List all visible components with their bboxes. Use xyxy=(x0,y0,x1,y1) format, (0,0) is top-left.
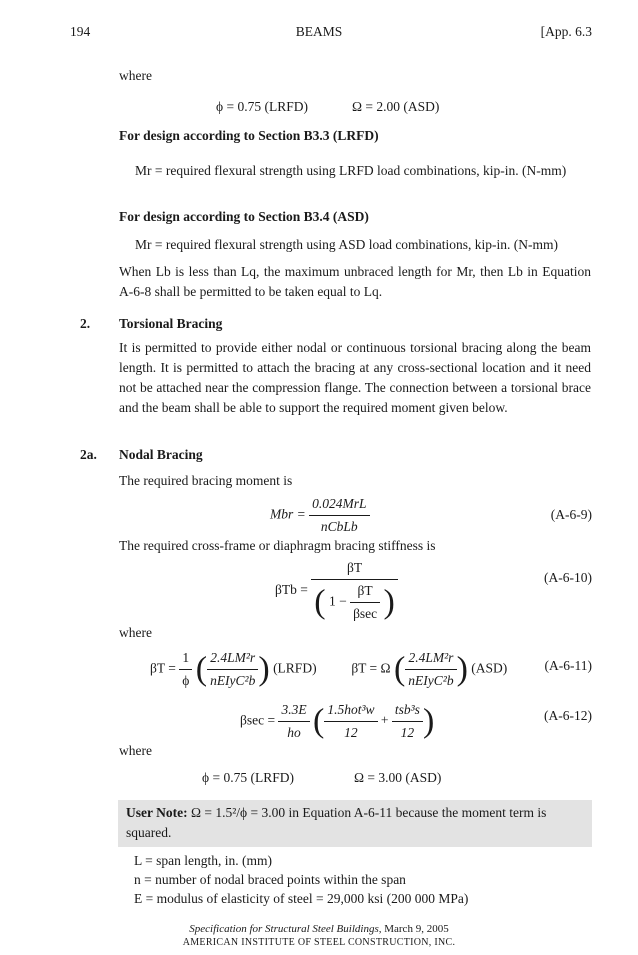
eq11-left-paren-2: ( xyxy=(393,650,406,688)
user-note-text: Ω = 1.5²/ϕ = 3.00 in Equation A-6-11 because the moment term is squared. xyxy=(126,805,547,840)
definition-n: n = number of nodal braced points within the span xyxy=(134,872,406,887)
equation-a-6-11 xyxy=(150,648,507,691)
eq11-fraction-lrfd xyxy=(207,648,258,691)
user-note xyxy=(118,800,592,847)
eq12-right-paren: ) xyxy=(422,702,435,740)
eq9-fraction xyxy=(309,494,369,537)
equation-a-6-12 xyxy=(240,700,434,743)
phi-lrfd: ϕ = 0.75 (LRFD) xyxy=(216,99,308,114)
eq12-b-numerator: tsb³s xyxy=(392,700,423,722)
where-label: where xyxy=(119,68,152,83)
footer-publisher: AMERICAN INSTITUTE OF STEEL CONSTRUCTION, INC. xyxy=(182,937,456,948)
eq9-numerator: 0.024MrL xyxy=(309,494,369,516)
eq10-inner-denominator: βsec xyxy=(353,606,378,621)
eq11-coef-denominator: ϕ xyxy=(182,673,190,688)
eq10-lhs: βTb = xyxy=(275,582,308,598)
eq10-inner-fraction xyxy=(350,581,380,624)
footer-date: March 9, 2005 xyxy=(384,923,449,935)
definition-l: L = span length, in. (mm) xyxy=(134,853,272,868)
eq12-coef-denominator: ho xyxy=(287,725,301,740)
eq11-right-paren-2: ) xyxy=(456,650,468,688)
eq11-fraction-asd xyxy=(405,648,456,691)
running-head: BEAMS xyxy=(295,24,343,39)
section-2-number: 2. xyxy=(80,316,91,331)
eq11-num-asd: 2.4LM²r xyxy=(405,648,456,670)
eq11-den-asd: nEIyC²b xyxy=(408,673,454,688)
eq11-lhs-lrfd: βT = xyxy=(150,660,176,676)
lrfd-heading: For design according to Section B3.3 (LRFD) xyxy=(119,128,379,143)
eq11-tag-asd: (ASD) xyxy=(471,660,508,676)
section-2-title: Torsional Bracing xyxy=(119,316,223,331)
eq12-b-denominator: 12 xyxy=(400,725,415,740)
when-lb-paragraph: When Lb is less than Lq, the maximum unbraced length for Mr, then Lb in Equation A-6-8 shall be permitted to be taken equal to Lq. xyxy=(119,264,591,299)
definition-e: E = modulus of elasticity of steel = 29,000 ksi (200 000 MPa) xyxy=(134,891,469,906)
eq10-right-paren: ) xyxy=(383,583,395,621)
eq10-left-paren: ( xyxy=(314,583,326,621)
eq10-number: (A-6-10) xyxy=(544,570,592,585)
equation-a-6-9 xyxy=(270,494,370,537)
eq12-fraction-a xyxy=(324,700,377,743)
eq10-inner-numerator: βT xyxy=(350,581,380,603)
eq12-left-paren: ( xyxy=(312,702,325,740)
eq9-denominator: nCbLb xyxy=(320,519,358,534)
eq10-one-minus: 1 − xyxy=(328,593,347,609)
eq11-left-paren-1: ( xyxy=(195,650,208,688)
eq10-denominator xyxy=(311,580,398,624)
mr-asd-definition: Mr = required flexural strength using ASD load combinations, kip-in. (N-mm) xyxy=(135,237,559,252)
eq11-number: (A-6-11) xyxy=(544,658,592,673)
section-2a-number: 2a. xyxy=(80,447,97,462)
where-label-3: where xyxy=(119,743,152,758)
footer-spec-title: Specification for Structural Steel Buildings, xyxy=(189,923,382,935)
eq11-tag-lrfd: (LRFD) xyxy=(273,660,317,676)
eq9-lhs: Mbr = xyxy=(270,506,306,522)
eq12-a-denominator: 12 xyxy=(344,725,358,740)
section-2-body: It is permitted to provide either nodal or continuous torsional bracing along the beam length. It is permitted to attach the bracing at any cross-sectional location and it need not be attached near the compression flange. The connection between a torsional brace and the beam shall be able to support the required moment given below. xyxy=(119,340,591,415)
eq12-plus: + xyxy=(380,712,389,728)
eq12-coef-fraction xyxy=(278,700,309,743)
section-2a-title: Nodal Bracing xyxy=(119,447,203,462)
eq9-number: (A-6-9) xyxy=(550,507,592,522)
equation-a-6-10 xyxy=(275,558,398,624)
footer-spec-line xyxy=(0,922,638,936)
eq10-numerator: βT xyxy=(311,558,398,580)
mr-lrfd-definition: Mr = required flexural strength using LRFD load combinations, kip-in. (N-mm) xyxy=(135,163,567,178)
where-label-2: where xyxy=(119,625,152,640)
eq12-a-numerator: 1.5hot³w xyxy=(324,700,377,722)
eq11-coef-fraction xyxy=(179,648,192,691)
appendix-ref: [App. 6.3 xyxy=(540,24,592,39)
eq11-den-lrfd: nEIyC²b xyxy=(210,673,256,688)
bracing-moment-intro: The required bracing moment is xyxy=(119,473,293,488)
eq11-coef-numerator: 1 xyxy=(179,648,192,670)
phi-lrfd-2: ϕ = 0.75 (LRFD) xyxy=(202,770,294,785)
eq11-right-paren-1: ) xyxy=(258,650,270,688)
eq12-fraction-b xyxy=(392,700,423,743)
eq10-fraction xyxy=(311,558,398,624)
omega-asd-2: Ω = 3.00 (ASD) xyxy=(354,770,442,785)
eq12-coef-numerator: 3.3E xyxy=(278,700,309,722)
page-number: 194 xyxy=(70,24,91,39)
eq12-number: (A-6-12) xyxy=(544,708,592,723)
eq11-num-lrfd: 2.4LM²r xyxy=(207,648,258,670)
omega-asd: Ω = 2.00 (ASD) xyxy=(352,99,440,114)
asd-heading: For design according to Section B3.4 (ASD) xyxy=(119,209,369,224)
eq11-lhs-asd: βT = Ω xyxy=(351,660,391,676)
eq12-lhs: βsec = xyxy=(240,712,276,728)
stiffness-intro: The required cross-frame or diaphragm bracing stiffness is xyxy=(119,538,436,553)
user-note-label: User Note: xyxy=(126,805,188,820)
